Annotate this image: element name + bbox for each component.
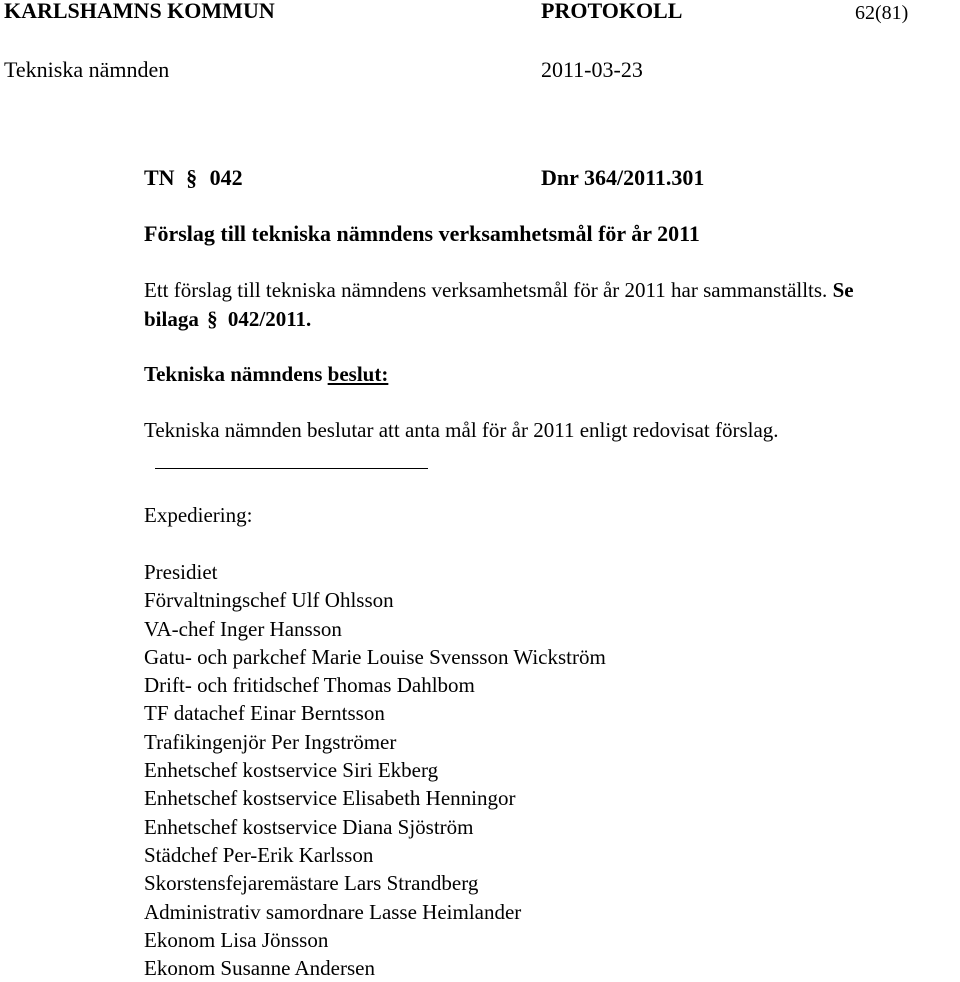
item-body-line2 <box>144 307 311 331</box>
tn-prefix: TN <box>144 165 175 190</box>
list-item: Administrativ samordnare Lasse Heimlander <box>144 899 522 924</box>
list-item: Ekonom Susanne Andersen <box>144 956 375 981</box>
item-body-text: Ett förslag till tekniska nämndens verksamhetsmål för år 2011 har sammanställts. <box>144 278 828 302</box>
decision-heading-underlined: beslut: <box>327 362 389 386</box>
list-item: Gatu- och parkchef Marie Louise Svensson Wickström <box>144 644 606 669</box>
list-item: VA-chef Inger Hansson <box>144 616 342 641</box>
list-item: Förvaltningschef Ulf Ohlsson <box>144 588 394 613</box>
list-item: Ekonom Lisa Jönsson <box>144 927 329 952</box>
committee-name: Tekniska nämnden <box>4 57 170 82</box>
meeting-date: 2011-03-23 <box>541 57 643 82</box>
tn-number: 042 <box>209 165 243 190</box>
decision-heading <box>144 362 388 386</box>
attachment-label: bilaga <box>144 307 199 331</box>
page-number: 62(81) <box>855 2 909 24</box>
item-body-se: Se <box>832 278 854 302</box>
list-item: Presidiet <box>144 560 218 584</box>
organization-name: KARLSHAMNS KOMMUN <box>4 0 275 23</box>
distribution-heading: Expediering: <box>144 503 253 527</box>
list-item: Drift- och fritidschef Thomas Dahlbom <box>144 673 475 698</box>
list-item: Skorstensfejaremästare Lars Strandberg <box>144 871 479 896</box>
decision-heading-prefix: Tekniska nämndens <box>144 362 323 386</box>
paragraph-number <box>144 166 243 190</box>
diary-number: Dnr 364/2011.301 <box>541 165 705 190</box>
decision-text: Tekniska nämnden beslutar att anta mål för år 2011 enligt redovisat förslag. <box>144 418 779 442</box>
section-sign-icon: § <box>207 307 218 331</box>
distribution-list <box>144 558 606 982</box>
list-item: Enhetschef kostservice Siri Ekberg <box>144 758 439 783</box>
item-title: Förslag till tekniska nämndens verksamhetsmål för år 2011 <box>144 221 700 246</box>
item-body-line1 <box>144 278 854 302</box>
signature-line <box>155 468 428 469</box>
list-item: TF datachef Einar Berntsson <box>144 701 385 726</box>
attachment-reference: 042/2011. <box>227 307 312 331</box>
list-item: Städchef Per-Erik Karlsson <box>144 842 374 867</box>
document-type: PROTOKOLL <box>541 0 683 23</box>
section-sign-icon: § <box>186 165 198 190</box>
list-item: Trafikingenjör Per Ingströmer <box>144 729 397 754</box>
list-item: Enhetschef kostservice Elisabeth Henningor <box>144 786 516 811</box>
list-item: Enhetschef kostservice Diana Sjöström <box>144 814 474 839</box>
